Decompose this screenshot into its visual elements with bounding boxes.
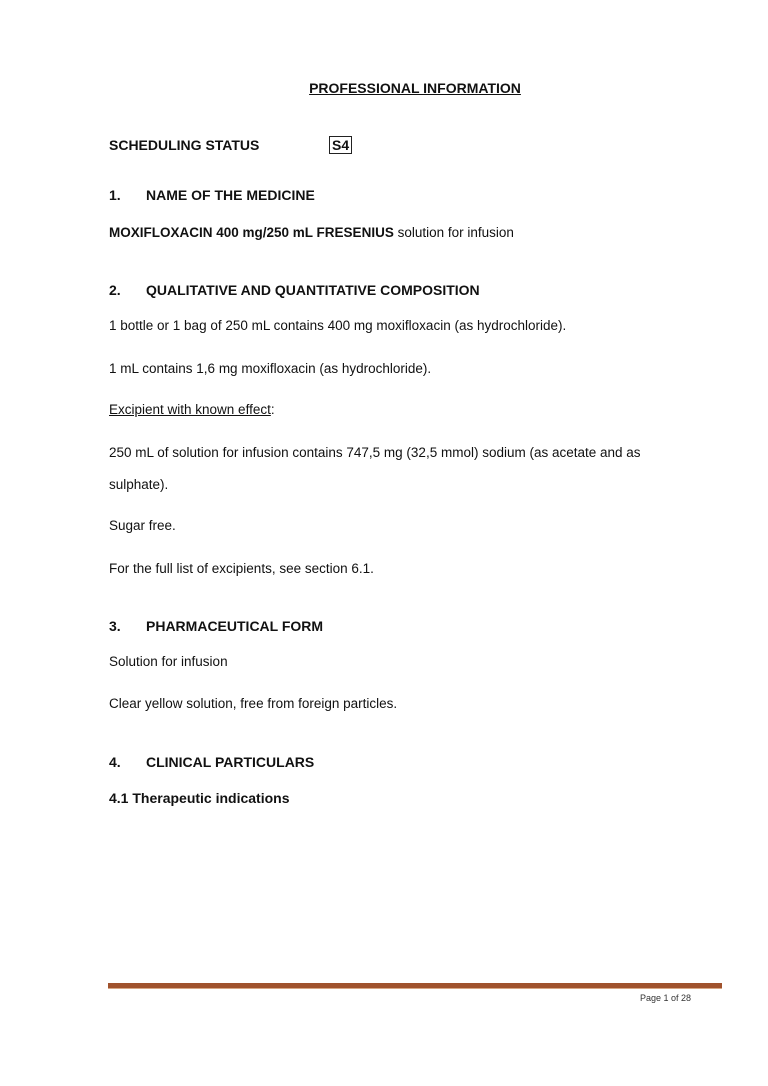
section-number: 4. (109, 754, 121, 770)
medicine-name-bold: MOXIFLOXACIN 400 mg/250 mL FRESENIUS (109, 225, 394, 240)
section-title: CLINICAL PARTICULARS (146, 754, 315, 770)
excipient-label: Excipient with known effect (109, 402, 271, 417)
paragraph: 1 bottle or 1 bag of 250 mL contains 400 mg moxifloxacin (as hydrochloride). (109, 318, 567, 333)
medicine-name (109, 225, 514, 240)
paragraph: sulphate). (109, 477, 169, 492)
paragraph: For the full list of excipients, see section 6.1. (109, 561, 374, 576)
section-title: PHARMACEUTICAL FORM (146, 618, 324, 634)
section-4-heading (109, 754, 314, 770)
scheduling-status-value (329, 137, 352, 153)
paragraph: 250 mL of solution for infusion contains 747,5 mg (32,5 mmol) sodium (as acetate and as (109, 445, 641, 460)
scheduling-badge: S4 (329, 136, 352, 154)
paragraph: Solution for infusion (109, 654, 228, 669)
section-title: NAME OF THE MEDICINE (146, 187, 315, 203)
excipient-heading (109, 402, 275, 417)
section-3-heading (109, 618, 323, 634)
section-title: QUALITATIVE AND QUANTITATIVE COMPOSITION (146, 282, 480, 298)
paragraph: 1 mL contains 1,6 mg moxifloxacin (as hydrochloride). (109, 361, 432, 376)
footer-rule-shadow (108, 988, 722, 989)
subsection-heading: 4.1 Therapeutic indications (109, 790, 290, 806)
page-number: Page 1 of 28 (640, 993, 692, 1003)
paragraph: Clear yellow solution, free from foreign particles. (109, 696, 398, 711)
section-number: 2. (109, 282, 121, 298)
section-number: 3. (109, 618, 121, 634)
medicine-name-rest: solution for infusion (393, 225, 514, 240)
section-number: 1. (109, 187, 121, 203)
paragraph: Sugar free. (109, 518, 176, 533)
document-title: PROFESSIONAL INFORMATION (309, 80, 521, 96)
excipient-colon: : (270, 402, 275, 417)
section-1-heading (109, 187, 315, 203)
scheduling-status-label: SCHEDULING STATUS (109, 137, 260, 153)
section-2-heading (109, 282, 480, 298)
